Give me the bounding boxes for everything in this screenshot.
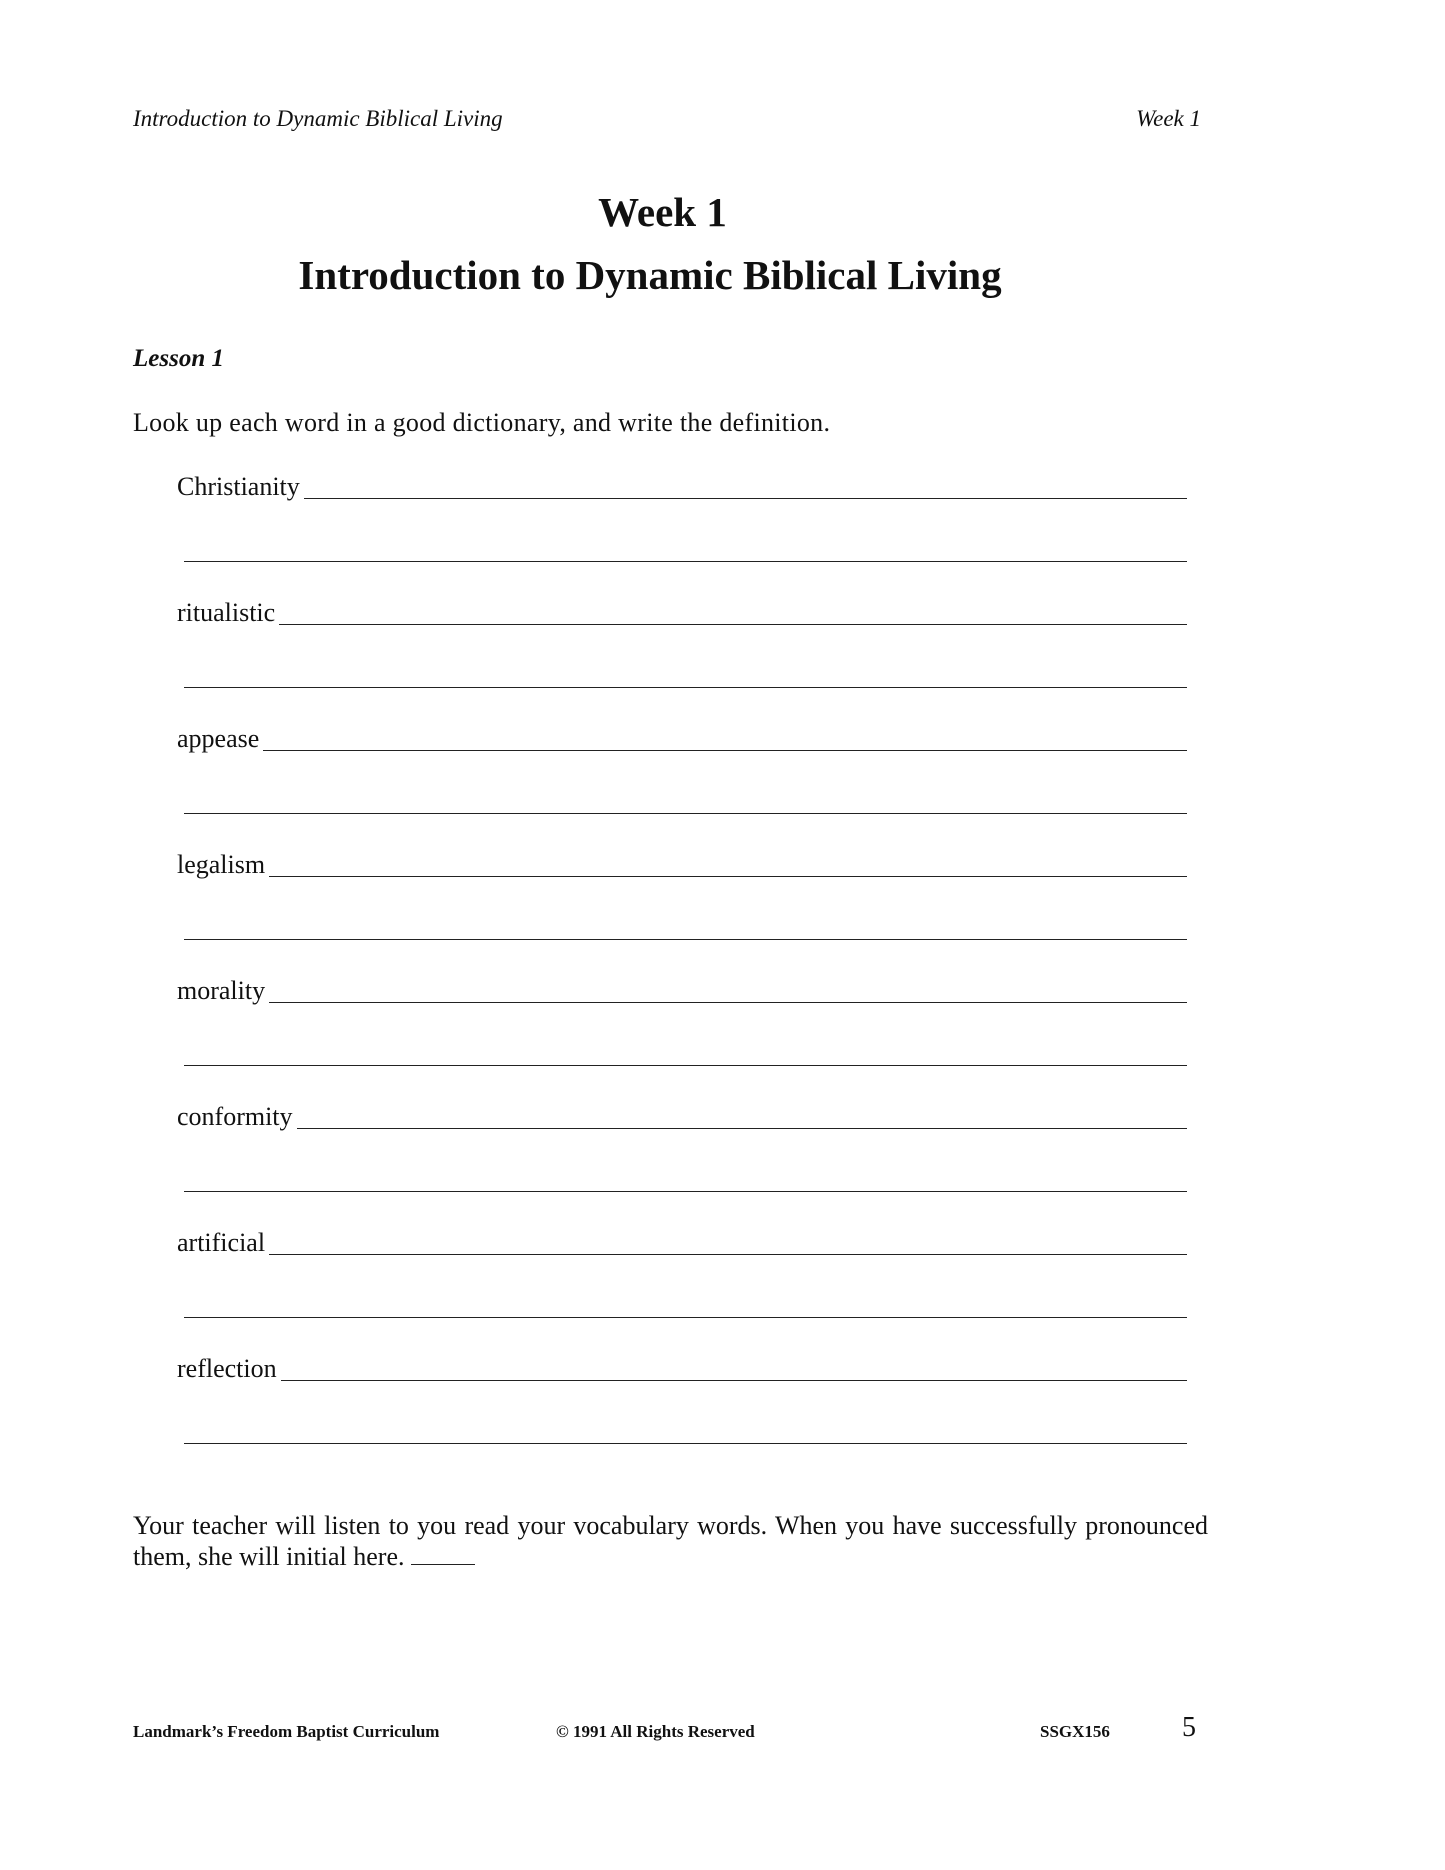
footer-code: SSGX156 <box>1040 1722 1110 1741</box>
definition-line[interactable] <box>184 561 1187 562</box>
definition-line[interactable] <box>184 813 1187 814</box>
vocab-word: ritualistic <box>177 598 276 627</box>
definition-line[interactable] <box>269 974 1187 1003</box>
vocab-item <box>177 1096 1187 1222</box>
vocab-item <box>177 718 1187 844</box>
closing-paragraph <box>133 1510 1208 1572</box>
definition-line[interactable] <box>281 1352 1187 1381</box>
vocab-word: Christianity <box>177 472 300 501</box>
instructions-text: Look up each word in a good dictionary, and write the definition. <box>133 408 831 437</box>
definition-line[interactable] <box>184 939 1187 940</box>
vocab-item <box>177 1348 1187 1474</box>
definition-line[interactable] <box>304 470 1187 499</box>
vocab-item <box>177 844 1187 970</box>
running-header-week: Week 1 <box>1136 106 1201 131</box>
vocab-word: conformity <box>177 1102 293 1131</box>
definition-line[interactable] <box>184 1443 1187 1444</box>
definition-line[interactable] <box>279 596 1187 625</box>
footer-publisher: Landmark’s Freedom Baptist Curriculum <box>133 1722 440 1741</box>
vocab-item <box>177 592 1187 718</box>
vocab-word: reflection <box>177 1354 277 1383</box>
vocabulary-list <box>177 466 1187 1474</box>
definition-line[interactable] <box>263 722 1187 751</box>
definition-line[interactable] <box>184 687 1187 688</box>
page-number: 5 <box>1182 1712 1196 1743</box>
vocab-word: appease <box>177 724 260 753</box>
page-title-week: Week 1 <box>598 189 727 235</box>
definition-line[interactable] <box>184 1317 1187 1318</box>
running-header-title: Introduction to Dynamic Biblical Living <box>133 106 503 131</box>
definition-line[interactable] <box>184 1065 1187 1066</box>
vocab-item <box>177 970 1187 1096</box>
lesson-heading: Lesson 1 <box>133 345 224 372</box>
closing-text: Your teacher will listen to you read your vocabulary words. When you have successfully pronounced them, she will initial here. <box>133 1511 1208 1571</box>
definition-line[interactable] <box>184 1191 1187 1192</box>
vocab-word: morality <box>177 976 266 1005</box>
definition-line[interactable] <box>269 848 1187 877</box>
definition-line[interactable] <box>269 1226 1187 1255</box>
footer-copyright: © 1991 All Rights Reserved <box>556 1722 755 1741</box>
vocab-word: legalism <box>177 850 266 879</box>
vocab-item <box>177 466 1187 592</box>
teacher-initial-blank[interactable] <box>411 1542 475 1565</box>
vocab-item <box>177 1222 1187 1348</box>
page-title: Introduction to Dynamic Biblical Living <box>298 252 1002 298</box>
vocab-word: artificial <box>177 1228 266 1257</box>
definition-line[interactable] <box>297 1100 1187 1129</box>
